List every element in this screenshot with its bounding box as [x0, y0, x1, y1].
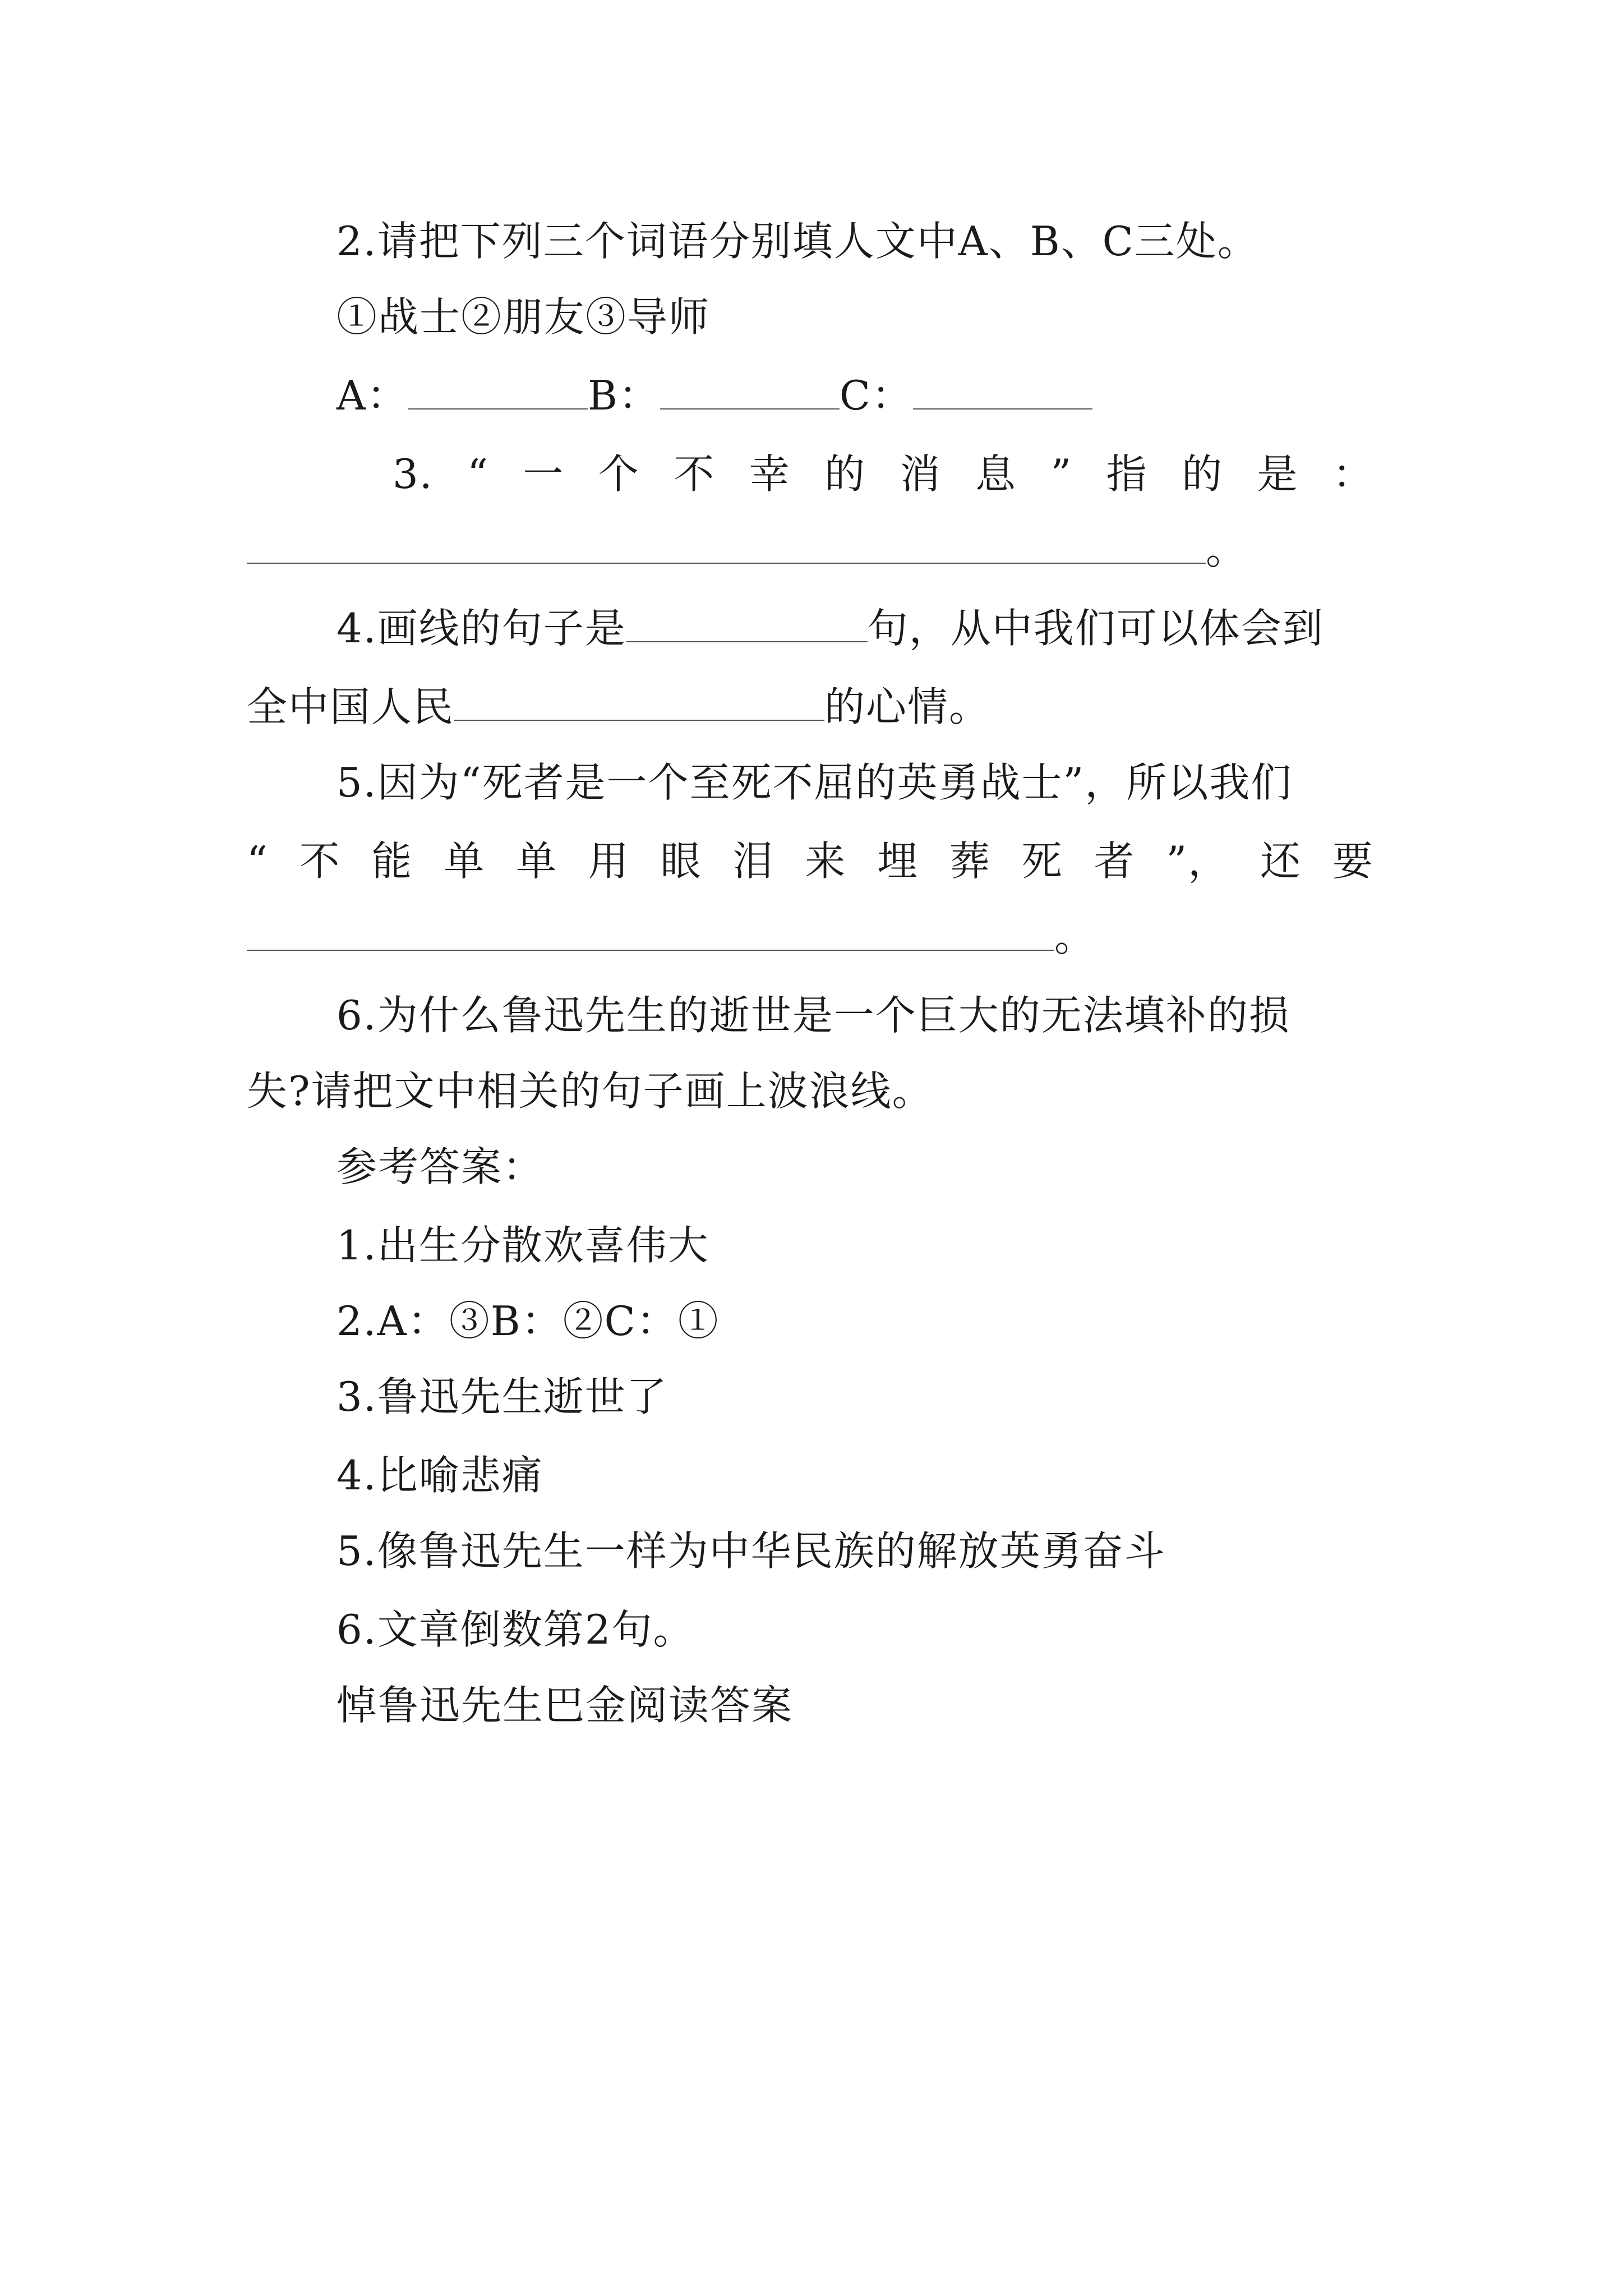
- q5-char: 眼: [660, 838, 702, 885]
- q5-char: 单: [444, 838, 486, 885]
- q2-blank-c[interactable]: [913, 369, 1092, 409]
- q3-char: 3.: [393, 450, 434, 498]
- q3-blank[interactable]: [247, 523, 1206, 564]
- q3-char: 幸: [749, 450, 791, 498]
- q3-char: 消: [900, 450, 942, 498]
- answer-1: 1.出生分散欢喜伟大: [336, 1222, 709, 1269]
- q2-label-a: A：: [336, 372, 408, 419]
- q5-answer-row: [247, 909, 1096, 965]
- q5-char: 葬: [949, 838, 991, 885]
- q5-blank[interactable]: [247, 910, 1054, 951]
- q2-prompt: 2.请把下列三个词语分别填人文中A、B、C三处。: [336, 218, 1259, 265]
- q2-blank-b[interactable]: [660, 369, 840, 409]
- q6-line2: 失?请把文中相关的句子画上波浪线。: [247, 1068, 934, 1115]
- answer-6: 6.文章倒数第2句。: [336, 1606, 695, 1653]
- q3-char: 个: [598, 450, 640, 498]
- answers-heading: 参考答案：: [336, 1143, 545, 1190]
- q3-char: “: [467, 450, 489, 498]
- q4-part3: 全中国人民: [247, 683, 455, 730]
- q3-char: 的: [1182, 450, 1224, 498]
- q3-char: ：: [1332, 450, 1374, 498]
- document-title: 悼鲁迅先生巴金阅读答案: [336, 1682, 794, 1729]
- q4-line2: [247, 679, 990, 735]
- q3-char: 一: [523, 450, 565, 498]
- q5-char: “: [247, 838, 269, 885]
- q4-line1: [336, 600, 1324, 656]
- q2-label-b: B：: [588, 372, 660, 419]
- q5-char: 来: [805, 838, 847, 885]
- q5-char: 单: [516, 838, 558, 885]
- q3-char: ”: [1050, 450, 1073, 498]
- q5-char: 还: [1260, 838, 1302, 885]
- q5-line1: 5.因为“死者是一个至死不屈的英勇战士”，所以我们: [336, 759, 1293, 806]
- q5-end: 。: [1054, 913, 1096, 960]
- q5-char: ”，: [1166, 838, 1230, 885]
- q3-char: 不: [674, 450, 716, 498]
- q5-char: 不: [299, 838, 341, 885]
- answer-5: 5.像鲁迅先生一样为中华民族的解放英勇奋斗: [336, 1527, 1166, 1575]
- q5-char: 泪: [732, 838, 774, 885]
- q4-part4: 的心情。: [824, 683, 991, 730]
- q4-part1: 4.画线的句子是: [336, 605, 626, 652]
- q2-options: ①战士②朋友③导师: [336, 293, 711, 341]
- q2-label-c: C：: [839, 372, 914, 419]
- q6-line1: 6.为什么鲁迅先生的逝世是一个巨大的无法填补的损: [336, 992, 1290, 1039]
- q3-end: 。: [1206, 526, 1248, 573]
- answer-4: 4.比喻悲痛: [336, 1452, 543, 1499]
- q3-char: 息: [975, 450, 1017, 498]
- q2-blanks-row: [336, 367, 1092, 424]
- q5-char: 用: [588, 838, 630, 885]
- q3-char: 指: [1106, 450, 1148, 498]
- q5-char: 能: [371, 838, 413, 885]
- answer-2: 2.A：③B：②C：①: [336, 1297, 720, 1345]
- q3-prompt: [393, 446, 1374, 502]
- q3-char: 是: [1257, 450, 1299, 498]
- q4-part2: 句，从中我们可以体会到: [867, 605, 1324, 652]
- q3-char: 的: [824, 450, 866, 498]
- q5-char: 要: [1332, 838, 1374, 885]
- q4-blank-2[interactable]: [454, 680, 824, 721]
- q2-blank-a[interactable]: [408, 369, 588, 409]
- answer-3: 3.鲁迅先生逝世了: [336, 1373, 668, 1420]
- q4-blank-1[interactable]: [626, 602, 868, 642]
- q5-char: 埋: [877, 838, 919, 885]
- q5-char: 死: [1021, 838, 1063, 885]
- q5-line2: [247, 833, 1374, 889]
- q3-answer-row: [247, 522, 1247, 578]
- q5-char: 者: [1094, 838, 1136, 885]
